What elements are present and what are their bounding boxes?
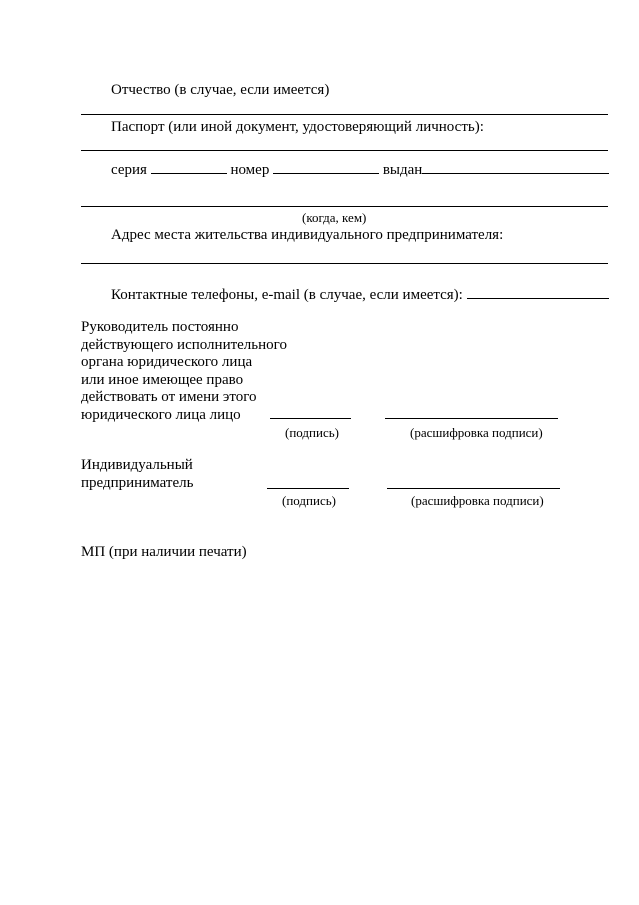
entrepreneur-block-label [81,457,193,492]
head-signature-line[interactable] [270,418,351,419]
passport-label: Паспорт (или иной документ, удостоверяющий личность): [111,119,484,135]
patronymic-field-line[interactable] [81,114,608,115]
contacts-row [111,285,609,304]
head-decoding-line[interactable] [385,418,558,419]
series-label: серия [111,162,147,178]
entrepreneur-signature-hint: (подпись) [282,493,336,508]
contacts-label: Контактные телефоны, e-mail (в случае, если имеется): [111,287,463,303]
stamp-label: МП (при наличии печати) [81,544,247,560]
issued-field[interactable] [422,160,609,174]
head-line: действующего исполнительного [81,336,287,353]
passport-details-row [111,160,609,179]
head-line: или иное имеющее право [81,371,244,388]
issued-field-line[interactable] [81,206,608,207]
head-signature-hint: (подпись) [285,425,339,440]
series-field[interactable] [151,160,227,174]
contacts-field[interactable] [467,285,609,299]
issued-hint: (когда, кем) [302,210,367,225]
entrepreneur-line: Индивидуальный [81,457,193,473]
number-field[interactable] [273,160,379,174]
patronymic-label: Отчество (в случае, если имеется) [111,82,330,98]
number-label: номер [230,162,270,178]
entrepreneur-line: предприниматель [81,474,194,491]
issued-label: выдан [382,162,423,178]
address-label: Адрес места жительства индивидуального предпринимателя: [111,227,504,243]
entrepreneur-decoding-line[interactable] [387,488,560,489]
entrepreneur-decoding-hint: (расшифровка подписи) [411,493,544,508]
passport-field-line[interactable] [81,150,608,151]
head-line: органа юридического лица [81,354,253,370]
entrepreneur-signature-line[interactable] [267,488,349,489]
head-line: Руководитель постоянно [81,319,239,335]
address-field-line[interactable] [81,263,608,264]
head-block-label [81,319,287,424]
head-line: действовать от имени этого [81,389,257,405]
head-line: юридического лица лицо [81,406,241,423]
head-decoding-hint: (расшифровка подписи) [410,425,543,440]
